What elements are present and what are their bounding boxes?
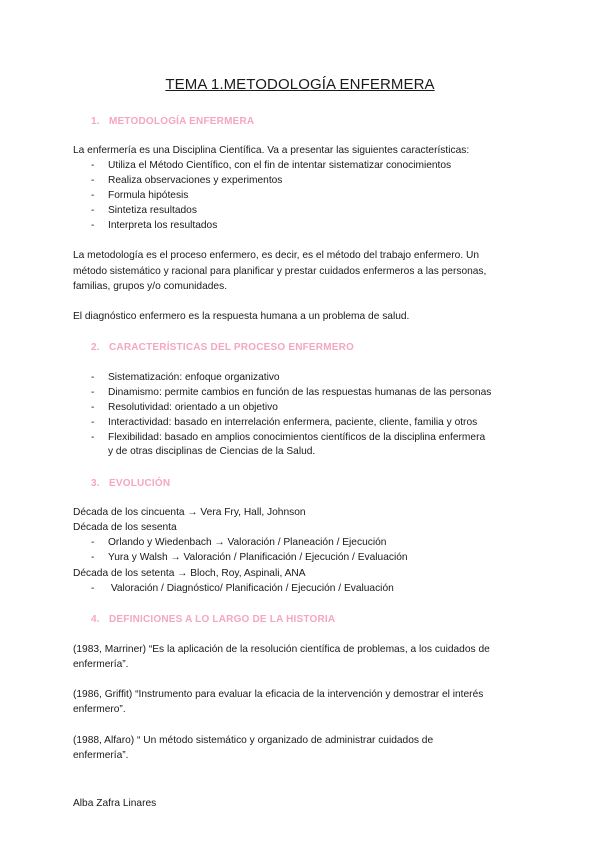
section-number: 1. xyxy=(91,116,100,127)
definition-line: enfermero”. xyxy=(73,704,126,715)
definition-line: enfermería”. xyxy=(73,659,129,670)
decade-line: Década de los setenta → Bloch, Roy, Aspinali, ANA xyxy=(73,568,306,579)
list-item: - Dinamismo: permite cambios en función de las respuestas humanas de las personas xyxy=(91,387,492,398)
definition-line: enfermería”. xyxy=(73,750,129,761)
section-heading-1 xyxy=(91,116,254,127)
list-item: - Interactividad: basado en interrelación enfermera, paciente, cliente, familia y otros xyxy=(91,417,478,428)
section-heading-2 xyxy=(91,342,354,353)
list-item: - Flexibilidad: basado en amplios conocimientos científicos de la disciplina enfermera xyxy=(91,432,486,443)
list-item: - Interpreta los resultados xyxy=(91,220,218,231)
list-item: - Yura y Walsh → Valoración / Planificación / Ejecución / Evaluación xyxy=(91,552,408,563)
definition-line: (1986, Griffit) “Instrumento para evaluar la eficacia de la intervención y demostrar el interés xyxy=(73,689,484,700)
s1-diagnosis-paragraph: El diagnóstico enfermero es la respuesta humana a un problema de salud. xyxy=(73,311,410,322)
section-title: CARACTERÍSTICAS DEL PROCESO ENFERMERO xyxy=(109,342,355,353)
section-number: 2. xyxy=(91,342,100,353)
definition-line: (1988, Alfaro) “ Un método sistemático y organizado de administrar cuidados de xyxy=(73,735,434,746)
section-number: 3. xyxy=(91,478,100,489)
definition-line: (1983, Marriner) “Es la aplicación de la resolución científica de problemas, a los cuidados de xyxy=(73,644,490,655)
section-title: METODOLOGÍA ENFERMERA xyxy=(109,116,255,127)
list-item: - Utiliza el Método Científico, con el fin de intentar sistematizar conocimientos xyxy=(91,160,452,171)
s1-paragraph-line: La metodología es el proceso enfermero, es decir, es el método del trabajo enfermero. Un xyxy=(73,250,480,261)
decade-line: Década de los sesenta xyxy=(73,522,177,533)
s1-paragraph-line: método sistemático y racional para planificar y prestar cuidados enfermeros a las personas, xyxy=(73,266,487,277)
s1-paragraph-line: familias, grupos y/o comunidades. xyxy=(73,281,228,292)
list-item: - Realiza observaciones y experimentos xyxy=(91,175,283,186)
section-number: 4. xyxy=(91,614,100,625)
author-footer: Alba Zafra Linares xyxy=(73,798,157,809)
list-item-continuation: y de otras disciplinas de Ciencias de la Salud. xyxy=(108,446,316,457)
s1-intro: La enfermería es una Disciplina Científica. Va a presentar las siguientes características: xyxy=(73,145,470,156)
section-heading-3 xyxy=(91,478,170,489)
list-item: - Formula hipótesis xyxy=(91,190,189,201)
section-heading-4 xyxy=(91,614,335,625)
list-item: - Orlando y Wiedenbach → Valoración / Planeación / Ejecución xyxy=(91,537,387,548)
list-item: - Resolutividad: orientado a un objetivo xyxy=(91,402,278,413)
list-item: - Sistematización: enfoque organizativo xyxy=(91,372,280,383)
decade-line: Década de los cincuenta → Vera Fry, Hall, Johnson xyxy=(73,507,306,518)
section-title: DEFINICIONES A LO LARGO DE LA HISTORIA xyxy=(109,614,336,625)
list-item: - Sintetiza resultados xyxy=(91,205,197,216)
section-title: EVOLUCIÓN xyxy=(109,478,171,489)
list-item: - Valoración / Diagnóstico/ Planificación / Ejecución / Evaluación xyxy=(91,583,394,594)
page-title: TEMA 1.METODOLOGÍA ENFERMERA xyxy=(165,76,435,93)
